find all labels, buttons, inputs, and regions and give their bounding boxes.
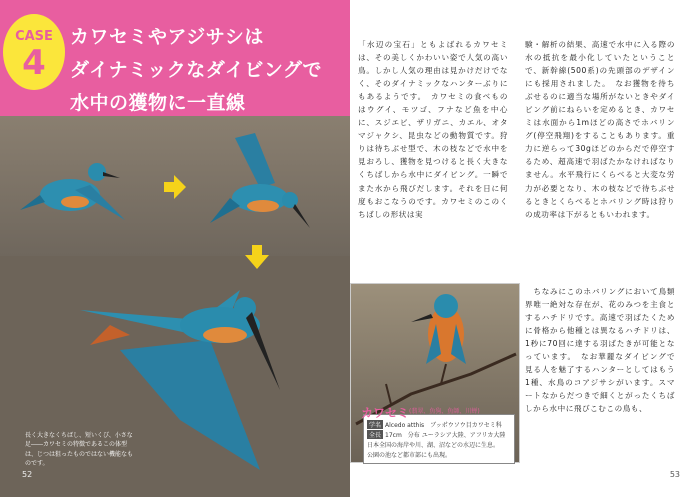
text-column-2 <box>525 38 675 221</box>
species-name-sub: (翡翠、魚狗、魚師、川蝉) <box>409 408 480 415</box>
headline-line-2: ダイナミックなダイビングで <box>70 59 322 81</box>
species-info-line-3: 日本全国の海岸や川、湖、沼などの水辺に生息。 <box>367 442 500 449</box>
column-1-text: 「水辺の宝石」ともよばれるカワセミは、その美しくかわいい姿で人気の高い鳥。しかし人気の理由は見かけだけでなく、そのダイナミックなハンターぶりにもあるようです。 カワセミの食べものはウグイ、モツゴ、フナなど魚を中心に、スジエビ、ザリガニ、カエル、オタマジャクシ、昆虫などの動物質です。狩りは待ちぶせ型で、木の枝などで水中を見おろし、獲物を見つけると長く大きなくちばしから水中にダイビング。一瞬でまた水から飛びだします。それを日に何度もおこなうのです。カワセミのこのくちばしの形状は実 <box>358 40 508 219</box>
left-photo-caption: 長く大きなくちばし、短いくび、小さな足――カワセミの特徴であるこの体型は、じつは狙ったものではない機能なものです。 <box>25 432 134 467</box>
arrow-down-icon <box>245 245 269 269</box>
case-label: CASE <box>15 29 53 44</box>
headline-line-1: カワセミやアジサシは <box>70 26 264 48</box>
info-text: 17cm 分布 ユーラシア大陸、アフリカ大陸 <box>385 432 506 439</box>
page-number-left: 52 <box>22 470 33 479</box>
kingfisher-photo-1 <box>15 150 145 230</box>
page-number-right: 53 <box>669 470 680 479</box>
case-number: 4 <box>22 43 46 83</box>
species-info-line-4: 公園の池など都市部にも出現。 <box>367 452 452 459</box>
arrow-right-icon <box>164 175 186 199</box>
species-name: カワセミ <box>361 406 410 420</box>
case-badge <box>3 14 65 90</box>
info-tag: 全長 <box>369 432 382 439</box>
column-2-text: 験・解析の結果、高速で水中に入る際の水の抵抗を最小化していたということで、新幹線(500系)の先頭部のデザインにも採用されました。 なお獲物を待ちぶせるのに適当な場所がないときやダイビング前にねらいを定めるとき、カワセミは水面から1mほどの高さでホバリング(停空飛翔)をすることもあります。重力に逆らって30gほどのからだで停空するため、超高速で羽ばたかなければなりません。水平飛行にくらべると大変な労力が必要となり、木の枝などで待ちぶせるときとくらべるとホバリング時は狩りの成功率は下がるともいわれます。 <box>525 40 675 219</box>
info-text: Alcedo atthis ブッポウソウ目カワセミ科 <box>385 422 502 429</box>
text-column-2b <box>525 285 675 415</box>
text-column-1 <box>358 38 508 221</box>
title-banner <box>0 0 350 116</box>
kingfisher-photo-2 <box>205 128 325 238</box>
kingfisher-perched-photo <box>350 283 520 463</box>
species-info-line-2 <box>367 430 505 439</box>
column-2b-text: ちなみにこのホバリングにおいて鳥類界唯一絶対な存在が、花のみつを主食とするハチドリです。高速で羽ばたくために骨格から他種とは異なるハチドリは、1秒に70回に達する羽ばたきが可能となっています。 なお華麗なダイビングで見る人を魅了するハンターとしてはもう1種、水鳥のコアジサシがいます。スマートなからだつきで細くとがったくちばしから水中に飛びこむこの鳥も、 <box>525 287 675 414</box>
species-info-line-1 <box>367 420 502 429</box>
info-tag: 学名 <box>369 422 382 429</box>
headline-line-3: 水中の獲物に一直線 <box>70 92 246 114</box>
